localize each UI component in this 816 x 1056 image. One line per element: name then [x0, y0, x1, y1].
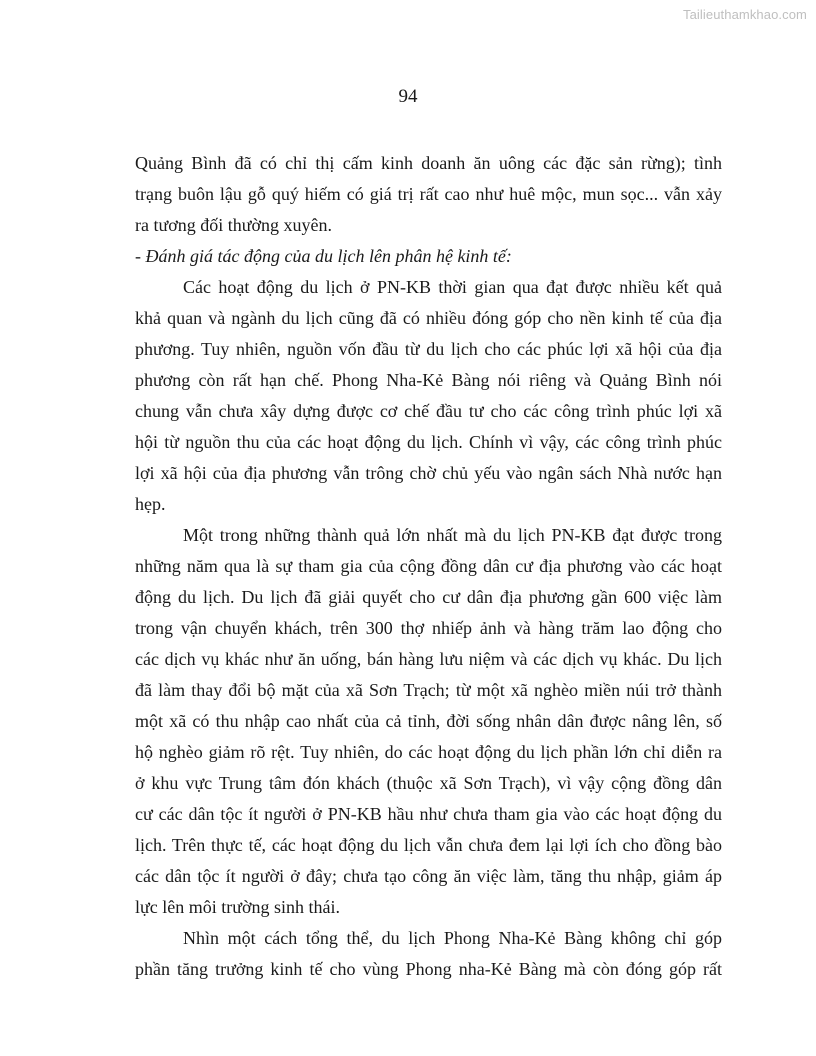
text-line: hẹp.	[135, 494, 166, 514]
text-line: những năm qua là sự tham gia của cộng đồng dân cư địa phương vào các hoạt	[135, 556, 722, 576]
paragraph-first-line: Các hoạt động du lịch ở PN-KB thời gian qua đạt được nhiều kết quả	[183, 277, 722, 297]
text-line: lịch. Trên thực tế, các hoạt động du lịch vẫn chưa đem lại lợi ích cho đồng bào	[135, 835, 722, 855]
text-line: một xã có thu nhập cao nhất của cả tỉnh, đời sống nhân dân được nâng lên, số	[135, 711, 722, 731]
text-line: trong vận chuyển khách, trên 300 thợ nhiếp ảnh và hàng trăm lao động cho	[135, 618, 722, 638]
text-line: lực lên môi trường sinh thái.	[135, 897, 341, 917]
text-line: phương còn rất hạn chế. Phong Nha-Kẻ Bàng nói riêng và Quảng Bình nói	[135, 370, 722, 390]
text-line: cư các dân tộc ít người ở PN-KB hầu như chưa tham gia vào các hoạt động du	[135, 804, 722, 824]
text-line: hộ nghèo giảm rõ rệt. Tuy nhiên, do các hoạt động du lịch phần lớn chỉ diễn ra	[135, 742, 722, 762]
page-number: 94	[398, 86, 418, 107]
text-line: Quảng Bình đã có chỉ thị cấm kinh doanh ăn uông các đặc sản rừng); tình	[135, 153, 722, 173]
text-line: động du lịch. Du lịch đã giải quyết cho cư dân địa phương gần 600 việc làm	[135, 587, 722, 607]
text-line: lợi xã hội của địa phương vẫn trông chờ chủ yếu vào ngân sách Nhà nước hạn	[135, 463, 722, 483]
text-line: đã làm thay đổi bộ mặt của xã Sơn Trạch; từ một xã nghèo miền núi trở thành	[135, 680, 722, 700]
paragraph-first-line: Một trong những thành quả lớn nhất mà du lịch PN-KB đạt được trong	[183, 525, 722, 545]
text-line: phương. Tuy nhiên, nguồn vốn đầu từ du lịch cho các phúc lợi xã hội của địa	[135, 339, 722, 359]
text-line: các dịch vụ khác như ăn uống, bán hàng lưu niệm và các dịch vụ khác. Du lịch	[135, 649, 722, 669]
text-line: các dân tộc ít người ở đây; chưa tạo công ăn việc làm, tăng thu nhập, giảm áp	[135, 866, 722, 886]
body-text	[135, 148, 722, 985]
text-line: ra tương đối thường xuyên.	[135, 215, 333, 235]
watermark: Tailieuthamkhao.com	[682, 7, 807, 22]
text-line: phần tăng trưởng kinh tế cho vùng Phong nha-Kẻ Bàng mà còn đóng góp rất	[135, 959, 722, 979]
text-line: trạng buôn lậu gỗ quý hiếm có giá trị rất cao như huê mộc, mun sọc... vẫn xảy	[135, 184, 722, 204]
text-line: hội từ nguồn thu của các hoạt động du lịch. Chính vì vậy, các công trình phúc	[135, 432, 722, 452]
text-line: ở khu vực Trung tâm đón khách (thuộc xã Sơn Trạch), vì vậy cộng đồng dân	[135, 773, 722, 793]
section-heading: - Đánh giá tác động của du lịch lên phân hệ kinh tế:	[135, 246, 512, 266]
text-line: khả quan và ngành du lịch cũng đã có nhiều đóng góp cho nền kinh tế của địa	[135, 308, 722, 328]
text-line: chung vẫn chưa xây dựng được cơ chế đầu tư cho các công trình phúc lợi xã	[135, 401, 722, 421]
paragraph-first-line: Nhìn một cách tổng thể, du lịch Phong Nha-Kẻ Bàng không chỉ góp	[183, 928, 722, 948]
